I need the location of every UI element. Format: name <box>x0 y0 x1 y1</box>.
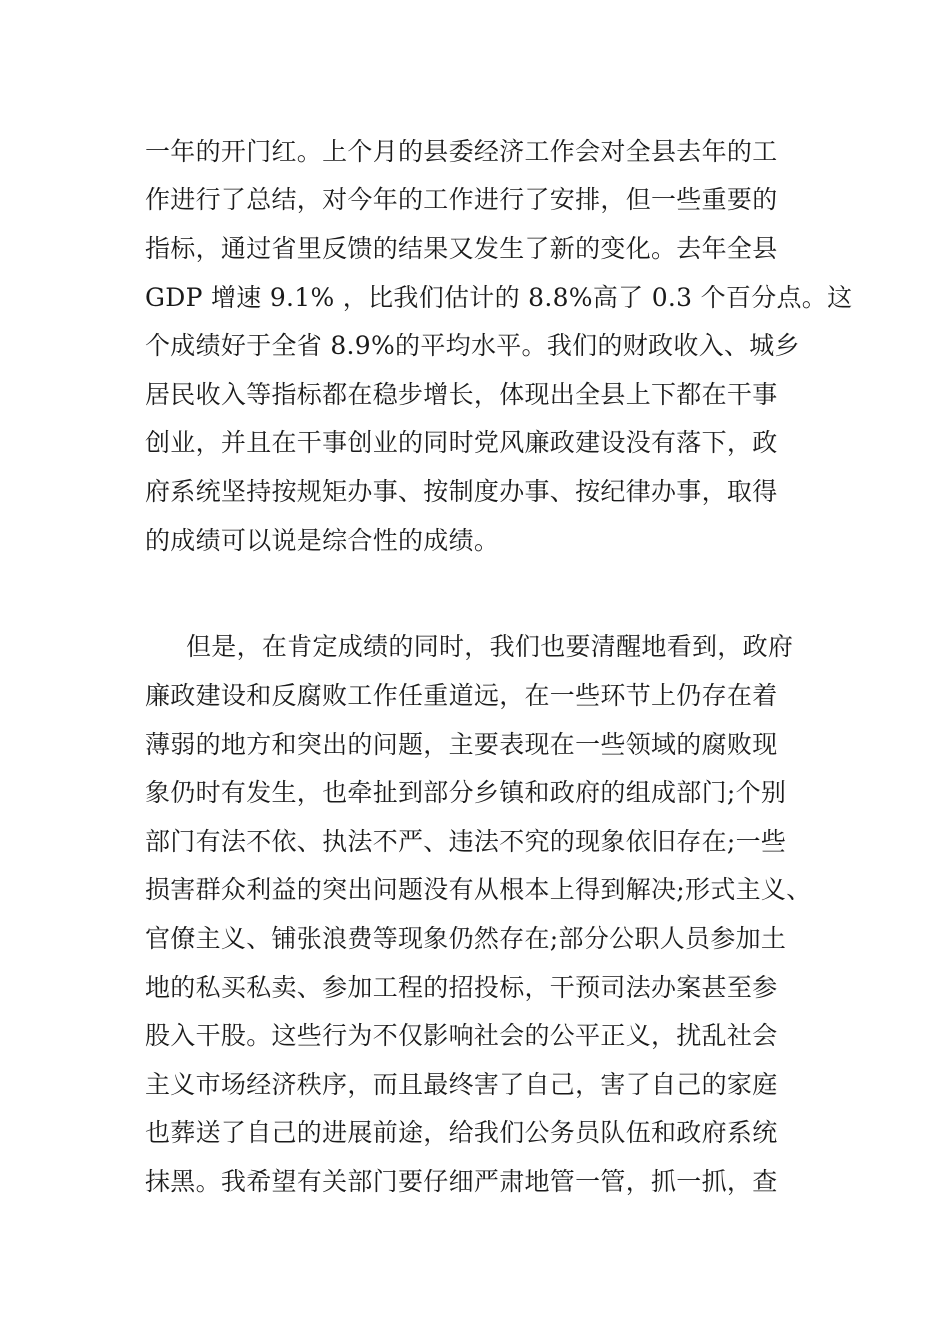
text-line: 官僚主义、铺张浪费等现象仍然存在;部分公职人员参加土 <box>145 924 787 953</box>
text-line: 作进行了总结，对今年的工作进行了安排，但一些重要的 <box>145 185 778 214</box>
text-line: 薄弱的地方和突出的问题，主要表现在一些领域的腐败现 <box>145 730 778 759</box>
text-line: 部门有法不依、执法不严、违法不究的现象依旧存在;一些 <box>145 827 787 856</box>
text-line: 象仍时有发生，也牵扯到部分乡镇和政府的组成部门;个别 <box>145 778 787 807</box>
text-line: GDP 增速 9.1% ，比我们估计的 8.8%高了 0.3 个百分点。这 <box>145 283 853 312</box>
text-line: 股入干股。这些行为不仅影响社会的公平正义，扰乱社会 <box>145 1021 778 1050</box>
text-line: 府系统坚持按规矩办事、按制度办事、按纪律办事，取得 <box>145 477 778 506</box>
text-line: 居民收入等指标都在稳步增长，体现出全县上下都在干事 <box>145 380 778 409</box>
text-line: 个成绩好于全省 8.9%的平均水平。我们的财政收入、城乡 <box>145 331 800 360</box>
text-line: 创业，并且在干事创业的同时党风廉政建设没有落下，政 <box>145 428 778 457</box>
text-line: 地的私买私卖、参加工程的招投标，干预司法办案甚至参 <box>145 973 778 1002</box>
text-line: 一年的开门红。上个月的县委经济工作会对全县去年的工 <box>145 137 778 166</box>
text-line: 的成绩可以说是综合性的成绩。 <box>145 526 500 555</box>
text-line: 主义市场经济秩序，而且最终害了自己，害了自己的家庭 <box>145 1070 778 1099</box>
text-line: 廉政建设和反腐败工作任重道远，在一些环节上仍存在着 <box>145 681 778 710</box>
text-line: 也葬送了自己的进展前途，给我们公务员队伍和政府系统 <box>145 1118 778 1147</box>
text-line: 指标，通过省里反馈的结果又发生了新的变化。去年全县 <box>145 234 778 263</box>
text-line: 损害群众利益的突出问题没有从根本上得到解决;形式主义、 <box>145 875 812 904</box>
text-line: 但是，在肯定成绩的同时，我们也要清醒地看到，政府 <box>186 632 794 661</box>
text-line: 抹黑。我希望有关部门要仔细严肃地管一管，抓一抓，查 <box>145 1167 778 1196</box>
